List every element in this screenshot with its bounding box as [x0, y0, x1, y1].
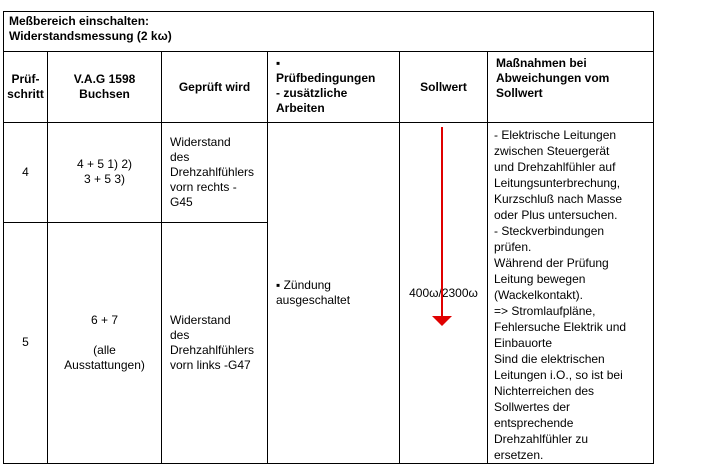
table-title — [4, 12, 654, 52]
sollwert-cell — [400, 123, 488, 464]
bedingung-cell: ▪ Zündung ausgeschaltet — [268, 123, 400, 464]
header-massnahmen: Maßnahmen bei Abweichungen vom Sollwert — [488, 52, 654, 123]
header-geprueft: Geprüft wird — [162, 52, 268, 123]
title-line-1: Meßbereich einschalten: — [9, 14, 150, 28]
row5-schritt: 5 — [4, 222, 48, 463]
table-row — [4, 123, 654, 223]
row4-buchsen: 4 + 5 1) 2) 3 + 5 3) — [48, 123, 162, 223]
massnahmen-cell: - Elektrische Leitungen zwischen Steuergerät und Drehzahlfühler auf Leitungsunterbrechung, Kurzschluß nach Masse oder Plus untersuchen. - Steckverbindungen prüfen. Während der Prüfung Leitung bewegen (Wackelkontakt). => Stromlaufpläne, Fehlersuche Elektrik und Einbauorte Sind die elektrischen Leitungen i.O., so ist bei Nichterreichen des Sollwertes der entsprechende Drehzahlfühler zu ersetzen. — [488, 123, 654, 464]
header-sollwert: Sollwert — [400, 52, 488, 123]
header-pruefbedingungen: ▪ Prüfbedingungen - zusätzliche Arbeiten — [268, 52, 400, 123]
title-line-2: Widerstandsmessung (2 kω) — [9, 29, 172, 43]
arrow-head — [432, 316, 452, 326]
row5-buchsen: 6 + 7 (alle Ausstattungen) — [48, 222, 162, 463]
red-down-arrow-icon — [400, 123, 488, 463]
row4-geprueft: Widerstand des Drehzahlfühlers vorn rechts - G45 — [162, 123, 268, 223]
header-pruefschritt: Prüf- schritt — [4, 52, 48, 123]
header-buchsen: V.A.G 1598 Buchsen — [48, 52, 162, 123]
measurement-table — [3, 11, 654, 464]
sollwert-value: 400ω/2300ω — [409, 285, 478, 300]
row5-geprueft: Widerstand des Drehzahlfühlers vorn links -G47 — [162, 222, 268, 463]
row4-schritt: 4 — [4, 123, 48, 223]
header-row — [4, 52, 654, 123]
